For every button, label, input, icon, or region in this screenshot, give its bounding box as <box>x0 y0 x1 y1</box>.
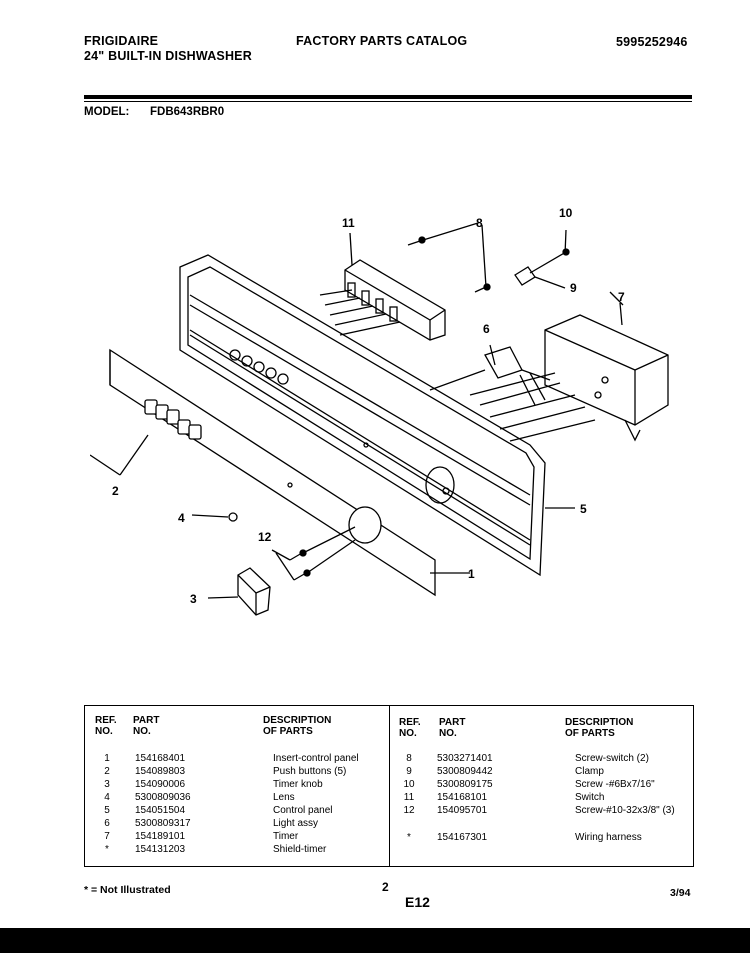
callout-2: 2 <box>112 484 119 498</box>
callout-7: 7 <box>618 290 625 304</box>
section-code: E12 <box>405 894 430 910</box>
exploded-parts-diagram <box>90 195 690 625</box>
catalog-title: FACTORY PARTS CATALOG <box>296 34 468 48</box>
header-description: DESCRIPTION OF PARTS <box>263 715 332 737</box>
header-part-no: PART NO. <box>133 715 160 737</box>
callout-10: 10 <box>559 206 573 220</box>
switch-drawing <box>320 260 445 340</box>
catalog-date: 3/94 <box>670 887 691 899</box>
header-ref-no-right: REF. NO. <box>399 717 421 739</box>
callout-11: 11 <box>342 216 355 230</box>
header-ref-no: REF. NO. <box>95 715 117 737</box>
screw-switch-drawing <box>408 223 490 292</box>
catalog-number: 5995252946 <box>616 35 688 49</box>
brand-name: FRIGIDAIRE <box>84 34 159 48</box>
not-illustrated-note: * = Not Illustrated <box>84 884 171 896</box>
parts-table: REF. NO. PART NO. DESCRIPTION OF PARTS REF. NO. PART NO. DESCRIPTION OF PARTS 1 154168401 Insert-control panel 2 154089803 Push buttons (5) 3 154090006 Timer knob 4 5300809036 Lens 5 154051504 Control panel 6 5300809317 Light assy 7 154189101 Timer * 154131203 Shield-timer 8 5303271401 Screw-switch (2) 9 5300809442 Clamp 10 5300809175 Screw -#6Bx7/16" 11 154168101 Switch 12 154095701 Screw-#10-32x3/8" (3) * 154167301 Wiring harness <box>84 705 694 867</box>
callout-5: 5 <box>580 502 587 516</box>
page-number: 2 <box>382 880 389 894</box>
callout-12: 12 <box>258 530 272 544</box>
callout-8: 8 <box>476 216 483 230</box>
header-rule-thin <box>84 101 692 102</box>
callout-3: 3 <box>190 592 197 606</box>
header-part-no-right: PART NO. <box>439 717 466 739</box>
table-divider <box>389 706 390 866</box>
callout-6: 6 <box>483 322 490 336</box>
model-number: FDB643RBR0 <box>150 106 225 118</box>
model-label: MODEL: <box>84 106 130 118</box>
product-name: 24" BUILT-IN DISHWASHER <box>84 49 252 63</box>
clamp-drawing <box>515 230 569 288</box>
timer-knob-drawing <box>208 568 270 615</box>
lens-drawing <box>192 513 237 521</box>
callout-1: 1 <box>468 567 475 581</box>
callout-4: 4 <box>178 511 185 525</box>
header-rule <box>84 95 692 99</box>
scan-edge-bar <box>0 928 750 953</box>
callout-9: 9 <box>570 281 577 295</box>
header-description-right: DESCRIPTION OF PARTS <box>565 717 634 739</box>
